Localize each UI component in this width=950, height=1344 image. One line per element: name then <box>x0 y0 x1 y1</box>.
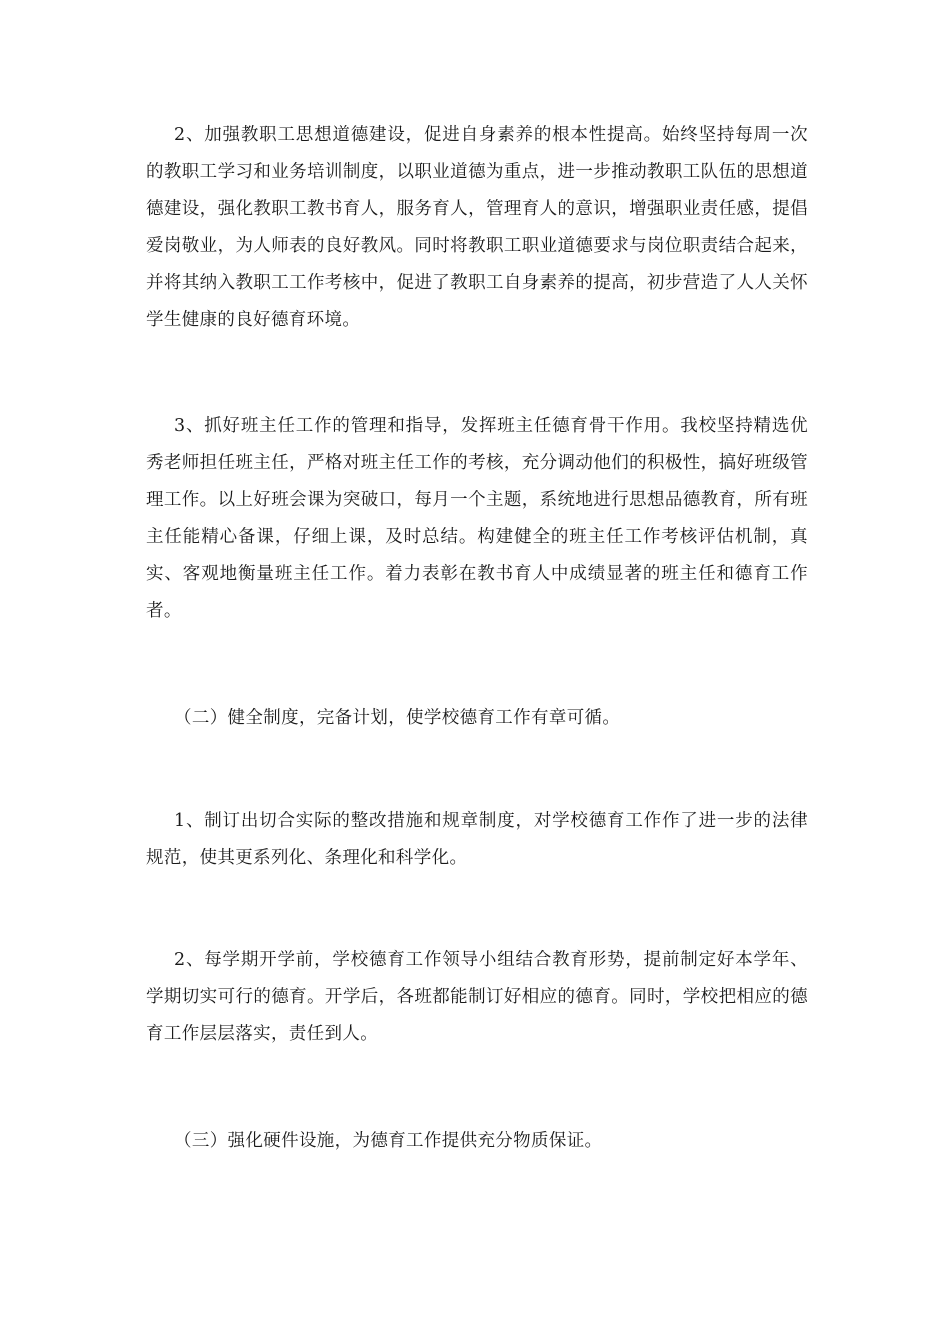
paragraph-semester: 2、每学期开学前，学校德育工作领导小组结合教育形势，提前制定好本学年、学期切实可行的德育。开学后，各班都能制订好相应的德育。同时，学校把相应的德育工作层层落实，责任到人。 <box>146 950 808 1044</box>
section-heading-hardware: （三）强化硬件设施，为德育工作提供充分物质保证。 <box>174 1131 603 1151</box>
paragraph-moral-building: 2、加强教职工思想道德建设，促进自身素养的根本性提高。始终坚持每周一次的教职工学习和业务培训制度，以职业道德为重点，进一步推动教职工队伍的思想道德建设，强化教职工教书育人，服务育人，管理育人的意识，增强职业责任感，提倡爱岗敬业，为人师表的良好教风。同时将教职工职业道德要求与岗位职责结合起来，并将其纳入教职工工作考核中，促进了教职工自身素养的提高，初步营造了人人关怀学生健康的良好德育环境。 <box>146 125 808 330</box>
section-heading-system: （二）健全制度，完备计划，使学校德育工作有章可循。 <box>174 708 621 728</box>
paragraph-rules: 1、制订出切合实际的整改措施和规章制度，对学校德育工作作了进一步的法律规范，使其更系列化、条理化和科学化。 <box>146 811 808 868</box>
paragraph-head-teacher: 3、抓好班主任工作的管理和指导，发挥班主任德育骨干作用。我校坚持精选优秀老师担任班主任，严格对班主任工作的考核，充分调动他们的积极性，搞好班级管理工作。以上好班会课为突破口，每月一个主题，系统地进行思想品德教育，所有班主任能精心备课，仔细上课，及时总结。构建健全的班主任工作考核评估机制，真实、客观地衡量班主任工作。着力表彰在教书育人中成绩显著的班主任和德育工作者。 <box>146 416 808 621</box>
